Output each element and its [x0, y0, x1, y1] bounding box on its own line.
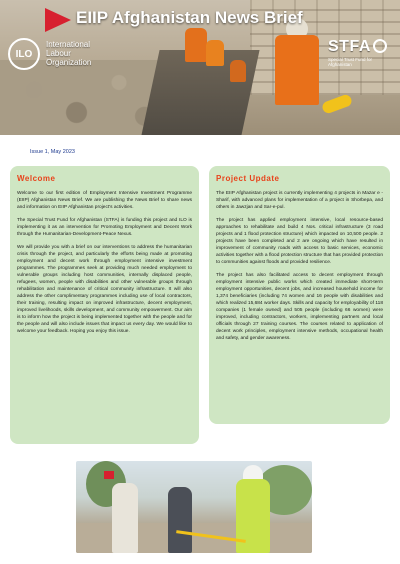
stfa-logo-text: STFA [328, 38, 371, 55]
person-figure [112, 483, 138, 553]
project-update-panel [209, 166, 390, 424]
issue-date: Issue 1, May 2023 [30, 149, 75, 155]
ilo-logo-icon [8, 38, 40, 70]
welcome-paragraph: We will provide you with a brief on our interventions to address the humanitarian crisis through the project, and particularly the efforts being made at promoting employment and decent work through employment intensive investment programmes. The programmes seek at providing much needed employment to vulnerable groups including host communities, internally displaced people, refugees, women, people with disabilities and other vulnerable groups through rehabilitation and maintenance of critical community infrastructure. It will also address the other complimentary programmes including use of local contractors, their training, resulting impact on improved infrastructure, decent employment, improved livelihoods, skills development, and community empowerment. Our aim is to inform how the project is being implemented together with the people and for the people and will also include issues that impact us every day. We would like to welcome your feedback. Hoping you enjoy this issue. [17, 245, 192, 334]
yellow-pipe [321, 93, 353, 115]
worker-figure [206, 40, 224, 66]
welcome-heading: Welcome [17, 174, 56, 183]
play-arrow-icon [45, 8, 71, 32]
welcome-panel [10, 166, 199, 444]
field-visit-photo [76, 461, 312, 553]
stfa-subtitle: Special Trust Fund for Afghanistan [328, 57, 373, 67]
newsletter-title: EIIP Afghanistan News Brief [76, 8, 303, 27]
worker-figure [230, 60, 246, 82]
header-hero-photo [0, 0, 400, 135]
ilo-org-name [46, 40, 116, 67]
person-figure [168, 487, 192, 553]
ilo-org-line: Organization [46, 58, 92, 67]
welcome-paragraph: The Special Trust Fund for Afghanistan (STFA) is funding this project and ILO is implementing it as an intervention for Promoting Employment and Decent Work through the Humanitarian-Development-Peace Nexus. [17, 218, 192, 237]
project-update-heading: Project Update [216, 174, 280, 183]
stfa-logo [328, 38, 392, 78]
project-update-paragraph: The project has applied employment intensive, local resource-based approaches to rehabilitate and build 4 Nos. critical infrastructure (3 road projects and 1 flood protection structure) which impacted on 10,500 people. 2 projects have been completed and 2 are ongoing which have resulted in improvement of community roads with access to basic services, economic activities together with a flood protection structure that has provided protection to communities against floods and provided resilience. [216, 218, 383, 265]
welcome-paragraph: Welcome to our first edition of Employment Intensive Investment Programme (EIIP) Afghanistan News Brief. We are publishing the News Brief to share news and information on EIIP Afghanistan project's activities. [17, 191, 192, 210]
worker-figure [275, 35, 319, 105]
flag [104, 471, 114, 479]
ilo-org-line: Labour [46, 49, 71, 58]
project-update-paragraph: The project has also facilitated access to decent employment through employment intensive public works which created immediate short-term employment opportunities, decent jobs, and increased household income for 1,374 beneficiaries (including 74 women and 16 people with disabilities and which realized 15,684 worker days. Skills and capacity for employability of 118 companies (1 female owned) and 505 people (including 66 women) were improved, including contractors, workers, implementing partners and local officials through 27 training courses. The courses related to application of decent work principles, employment intensive methods, occupational health and safety, and gender awareness. [216, 273, 383, 341]
ilo-org-line: International [46, 40, 91, 49]
worker-figure [185, 28, 207, 62]
ilo-logo-text: ILO [15, 48, 33, 60]
un-emblem-icon [373, 39, 387, 53]
project-update-paragraph: The EIIP Afghanistan project is currently implementing 4 projects in Mazar e - Sharif, with advanced plans for implementation of a project in Shorbepa, and others in Jawzjan and Sar-e-pul. [216, 191, 383, 210]
